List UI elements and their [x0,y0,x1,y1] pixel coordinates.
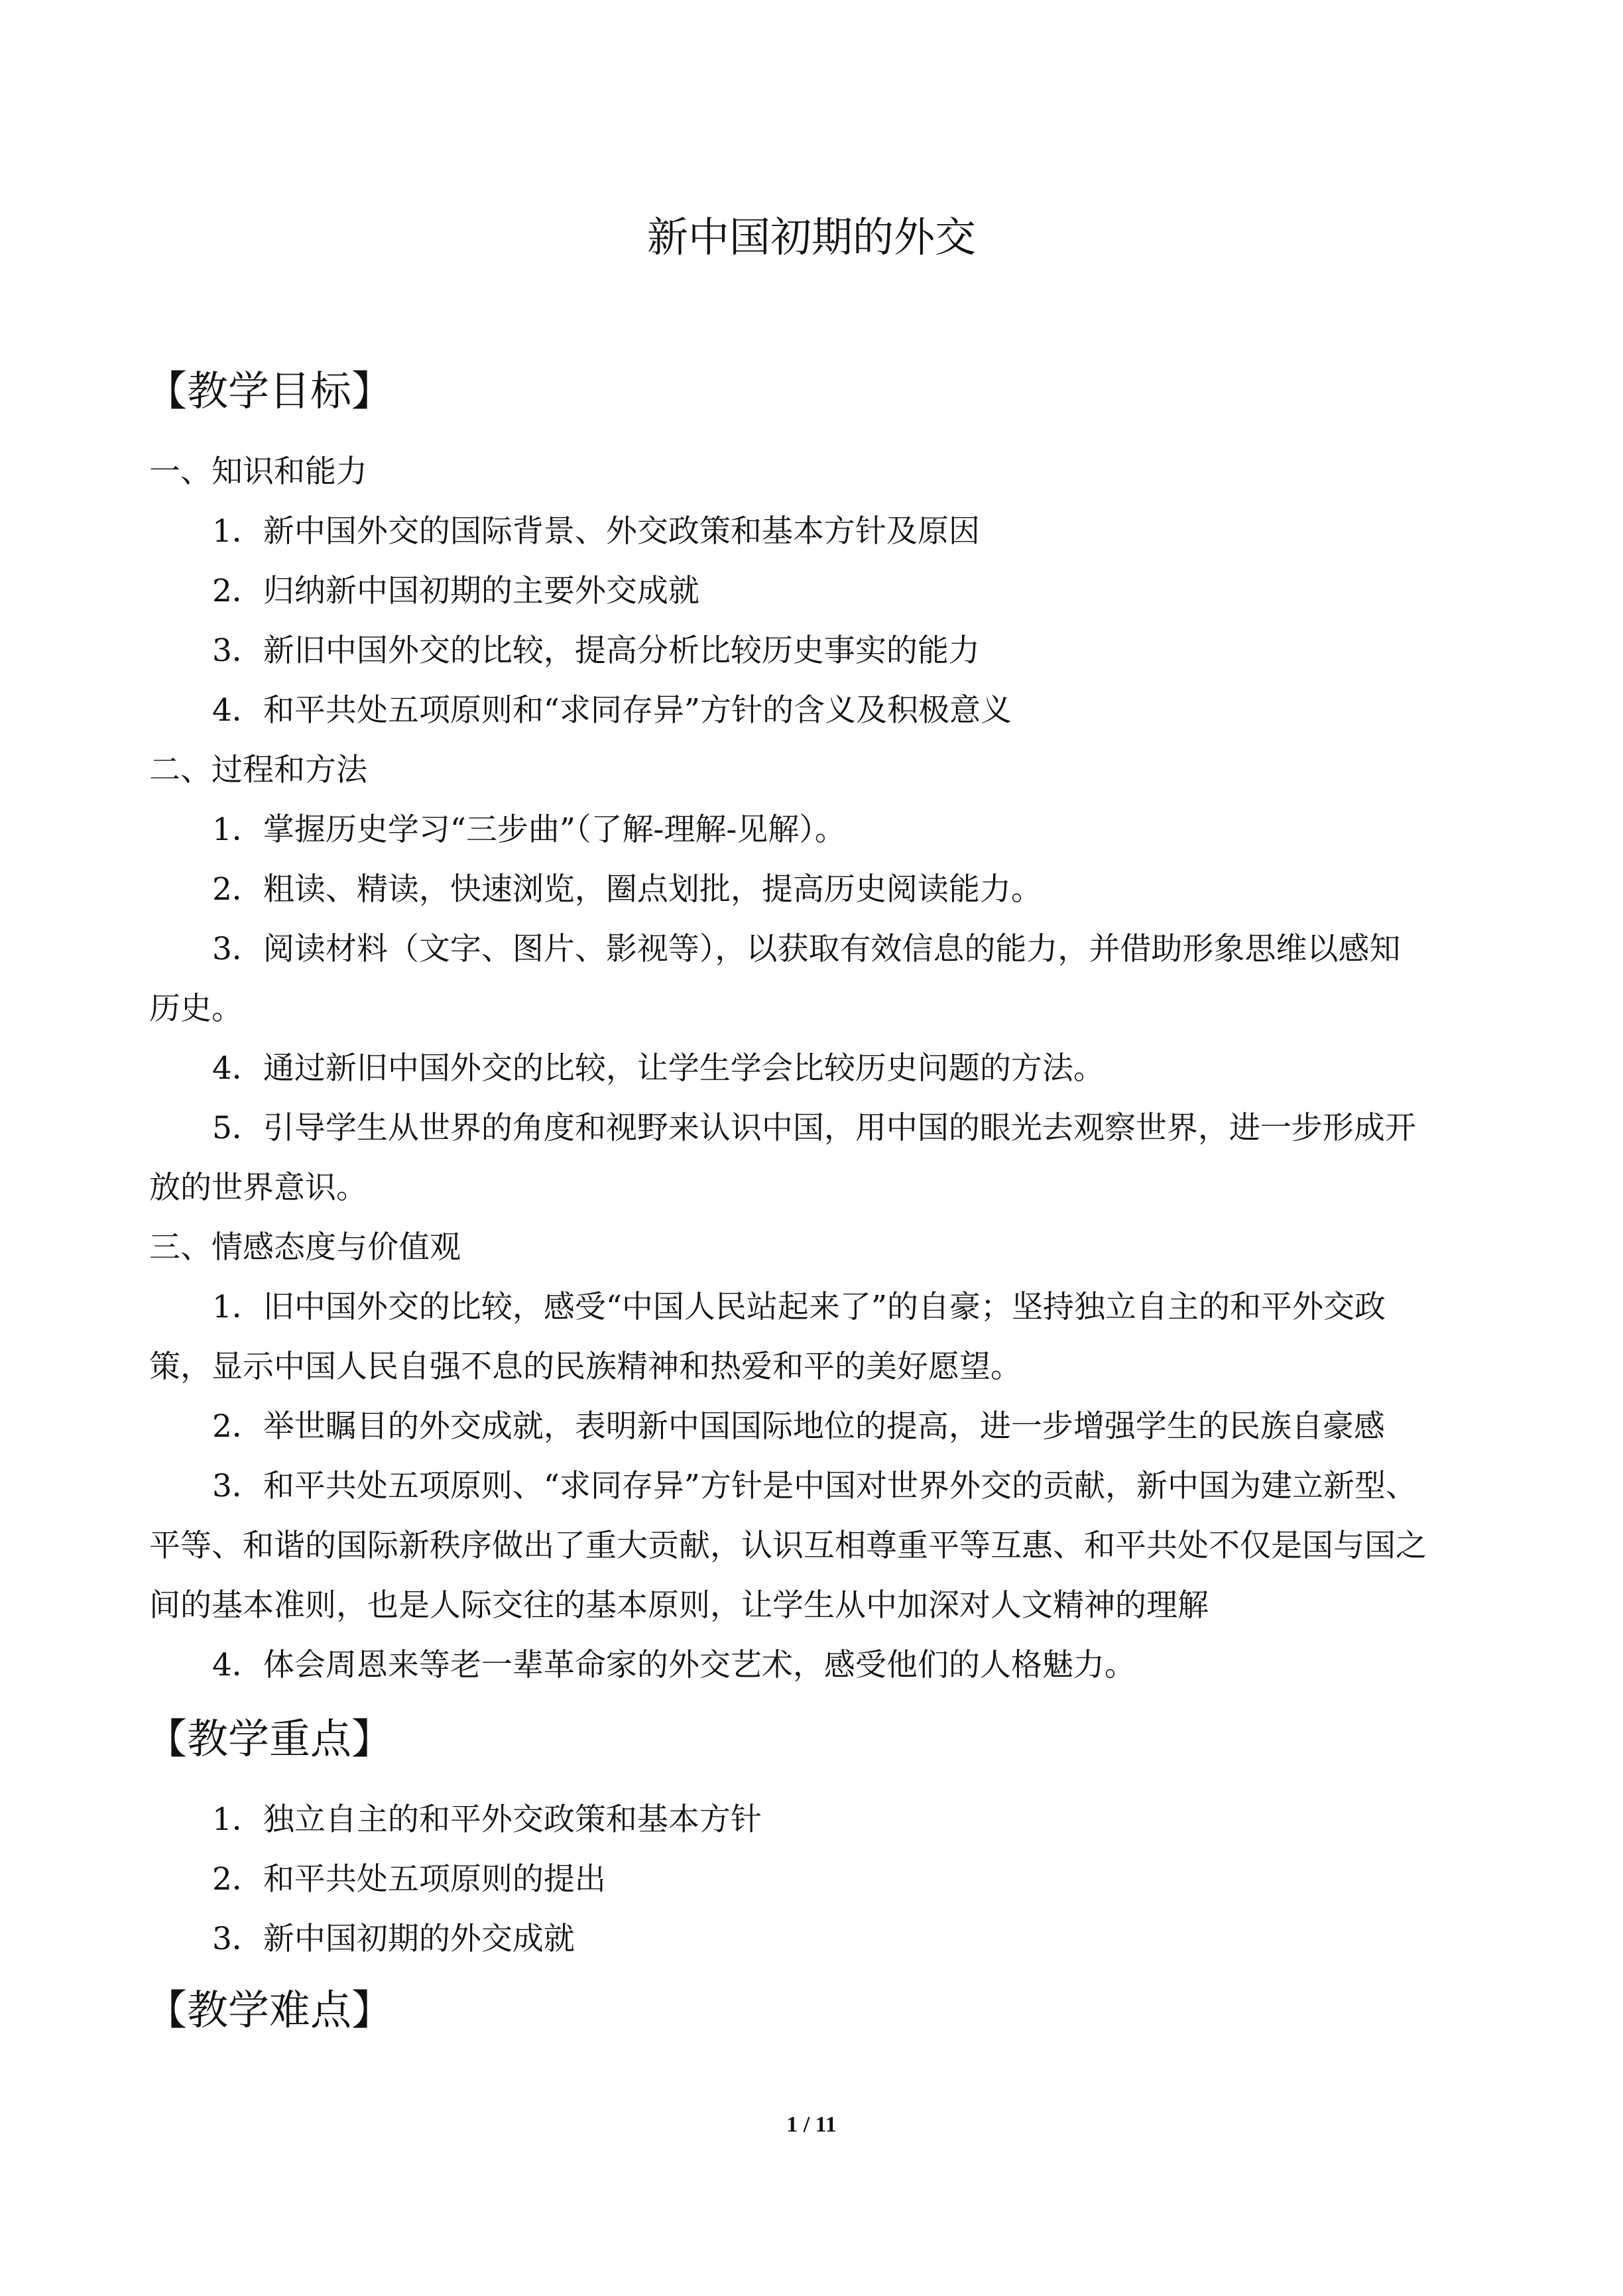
process-item-3-line-1: 3．阅读材料（文字、图片、影视等），以获取有效信息的能力，并借助形象思维以感知 [212,931,1401,967]
knowledge-item-1: 1．新中国外交的国际背景、外交政策和基本方针及原因 [212,513,980,550]
knowledge-item-4: 4．和平共处五项原则和“求同存异”方针的含义及积极意义 [212,692,1012,729]
emotion-item-3-line-1: 3．和平共处五项原则、“求同存异”方针是中国对世界外交的贡献，新中国为建立新型、 [212,1468,1417,1504]
section-heading-objectives: 【教学目标】 [146,367,393,415]
emotion-item-1-line-1: 1．旧中国外交的比较，感受“中国人民站起来了”的自豪；坚持独立自主的和平外交政 [212,1289,1386,1325]
emotion-item-3-line-3: 间的基本准则，也是人际交往的基本原则，让学生从中加深对人文精神的理解 [149,1587,1209,1624]
knowledge-item-3: 3．新旧中国外交的比较，提高分析比较历史事实的能力 [212,633,980,669]
subsection-knowledge: 一、知识和能力 [149,453,367,490]
key-point-item-2: 2．和平共处五项原则的提出 [212,1861,606,1898]
page-number: 1 / 11 [786,2112,837,2137]
emotion-item-2: 2．举世瞩目的外交成就，表明新中国国际地位的提高，进一步增强学生的民族自豪感 [212,1408,1385,1445]
emotion-item-1-line-2: 策，显示中国人民自强不息的民族精神和热爱和平的美好愿望。 [149,1349,1022,1385]
section-heading-key-points: 【教学重点】 [146,1715,393,1763]
process-item-4: 4．通过新旧中国外交的比较，让学生学会比较历史问题的方法。 [212,1050,1105,1087]
key-point-item-1: 1．独立自主的和平外交政策和基本方针 [212,1801,762,1838]
process-item-5-line-2: 放的世界意识。 [149,1170,367,1206]
process-item-1: 1．掌握历史学习“三步曲”（了解-理解-见解）。 [212,812,846,848]
process-item-3-line-2: 历史。 [149,991,243,1027]
knowledge-item-2: 2．归纳新中国初期的主要外交成就 [212,573,699,609]
process-item-2: 2．粗读、精读，快速浏览，圈点划批，提高历史阅读能力。 [212,871,1042,908]
section-heading-difficulties: 【教学难点】 [146,1986,393,2034]
subsection-emotion: 三、情感态度与价值观 [149,1229,461,1266]
page-title: 新中国初期的外交 [646,213,976,261]
subsection-process: 二、过程和方法 [149,752,367,788]
emotion-item-4: 4．体会周恩来等老一辈革命家的外交艺术，感受他们的人格魅力。 [212,1647,1136,1683]
emotion-item-3-line-2: 平等、和谐的国际新秩序做出了重大贡献，认识互相尊重平等互惠、和平共处不仅是国与国之 [149,1528,1427,1564]
key-point-item-3: 3．新中国初期的外交成就 [212,1921,575,1957]
process-item-5-line-1: 5．引导学生从世界的角度和视野来认识中国，用中国的眼光去观察世界，进一步形成开 [212,1110,1416,1146]
